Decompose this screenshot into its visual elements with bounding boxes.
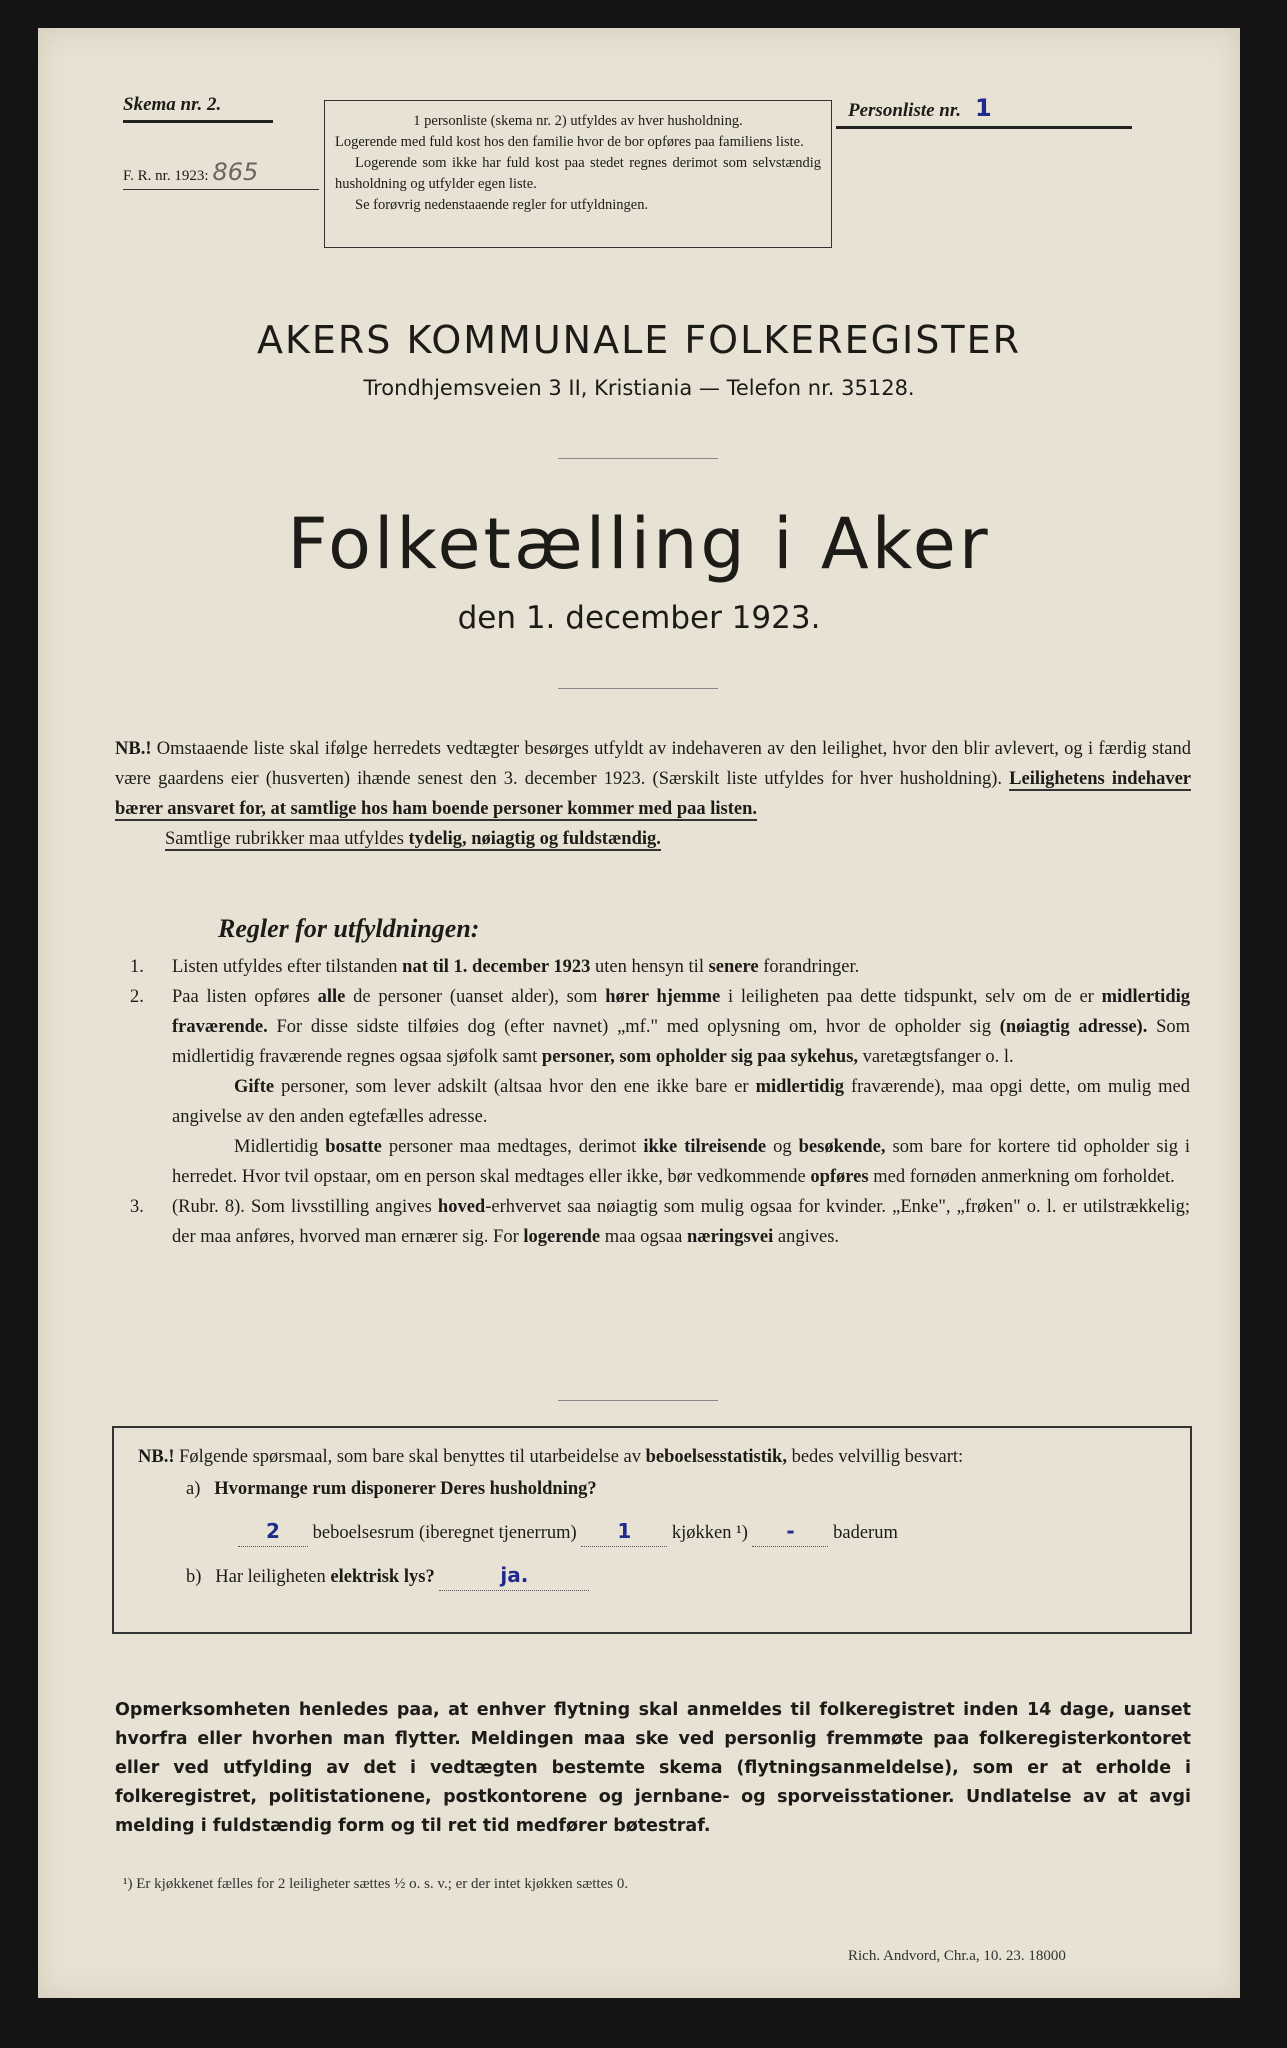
census-form-page <box>38 28 1240 1998</box>
question-b: b) Har leiligheten elektrisk lys? ja. <box>186 1560 1166 1592</box>
divider <box>558 458 718 459</box>
rule-1: 1. Listen utfyldes efter tilstanden nat til 1. december 1923 uten hensyn til senere forandringer. <box>130 957 860 977</box>
moving-notice: Opmerksomheten henledes paa, at enhver flytning skal anmeldes til folkeregistret inden 14 dage, uanset hvorfra eller hvorhen man flytter. Meldingen maa ske ved personlig fremmøte paa folkeregisterkontoret eller ved utfylding av det i vedtægten bestemte skema (flytningsanmeldelse), som er at erholde i folkeregistret, politistationene, postkontorene og jernbane- og sporveisstationer. Undlatelse av at avgi melding i fuldstændig form og til ret tid medfører bøtestraf. <box>115 1700 1191 1836</box>
rooms-value[interactable]: 2 <box>238 1516 308 1547</box>
divider <box>558 688 718 689</box>
rule-3: 3. (Rubr. 8). Som livsstilling angives hoved-erhvervet saa nøiagtig som mulig ogsaa for kvinder. „Enke", „frøken" o. l. er utilstrækkelig; der maa anføres, hvorved man ernærer sig. For logerende maa ogsaa næringsvei angives. <box>130 1197 1190 1247</box>
info-line: Logerende som ikke har fuld kost paa stedet regnes derimot som selvstændig husholdning og utfylder egen liste. <box>335 155 821 192</box>
housing-intro: NB.! Følgende spørsmaal, som bare skal benyttes til utarbeidelse av beboelsesstatistik, bedes velvillig besvart: <box>138 1447 964 1467</box>
footnote: ¹) Er kjøkkenet fælles for 2 leiligheter sættes ½ o. s. v.; er der intet kjøkken sættes 0. <box>123 1876 629 1892</box>
responsibility-note: Leilighetens indehaver bærer ansvaret for, at samtlige hos ham boende personer kommer med paa listen. <box>115 769 1192 819</box>
printer-imprint: Rich. Andvord, Chr.a, 10. 23. 18000 <box>848 1948 1066 1964</box>
schema-number: Skema nr. 2. <box>123 94 273 123</box>
housing-statistics-box <box>112 1426 1192 1634</box>
bath-value[interactable]: - <box>752 1516 828 1547</box>
kitchen-value[interactable]: 1 <box>581 1516 667 1547</box>
answer-a: 2 beboelsesrum (iberegnet tjenerrum) 1 kjøkken ¹) - baderum <box>238 1516 1166 1548</box>
electric-light-value[interactable]: ja. <box>439 1560 589 1591</box>
info-line: Logerende med fuld kost hos den familie hvor de bor opføres paa familiens liste. <box>335 134 804 150</box>
fr-handwritten-value: 865 <box>212 158 259 186</box>
rule-2: 2. Paa listen opføres alle de personer (uanset alder), som hører hjemme i leiligheten paa dette tidspunkt, selv om de er midlertidig fraværende. For disse sidste tilføies dog (efter navnet) „mf." med oplysning om, hvor de opholder sig (nøiagtig adresse). Som midlertidig fraværende regnes ogsaa sjøfolk samt personer, som opholder sig paa sykehus, varetægtsfanger o. l. Gifte personer, som lever adskilt (altsaa hvor den ene ikke bare er midlertidig fraværende), maa opgi dette, om mulig med angivelse av den anden egtefælles adresse. Midlertidig bosatte personer maa medtages, derimot ikke tilreisende og besøkende, som bare for kortere tid opholder sig i herredet. Hvor tvil opstaar, om en person skal medtages eller ikke, bør vedkommende opføres med fornøden anmerkning om forholdet. <box>130 987 1191 1187</box>
census-date: den 1. december 1923. <box>457 600 821 636</box>
personliste-handwritten-value: 1 <box>974 94 992 122</box>
info-line: 1 personliste (skema nr. 2) utfyldes av hver husholdning. <box>413 113 743 129</box>
question-a: a) Hvormange rum disponerer Deres husholdning? <box>186 1479 597 1499</box>
info-line: Se forøvrig nedenstaaende regler for utfyldningen. <box>355 197 649 213</box>
org-address: Trondhjemsveien 3 II, Kristiania — Telefon nr. 35128. <box>363 376 915 400</box>
org-title: AKERS KOMMUNALE FOLKEREGISTER <box>256 318 1022 362</box>
rules-heading: Regler for utfyldningen: <box>218 914 480 943</box>
instructions-box <box>324 100 832 248</box>
rules-list <box>130 952 1190 1252</box>
fr-number: F. R. nr. 1923: 865 <box>123 158 319 190</box>
personliste-number: Personliste nr. 1 <box>836 94 1132 129</box>
main-title: Folketælling i Aker <box>287 503 991 585</box>
divider <box>558 1400 718 1401</box>
nb-notice: NB.! Omstaaende liste skal ifølge herredets vedtægter besørges utfyldt av indehaveren av den leilighet, hvor den blir avlevert, og i færdig stand være gaardens eier (husverten) ihænde senest den 3. december 1923. (Særskilt liste utfyldes for hver husholdning). Leilighetens indehaver bærer ansvaret for, at samtlige hos ham boende personer kommer med paa listen. Samtlige rubrikker maa utfyldes tydelig, nøiagtig og fuldstændig. <box>115 739 1192 849</box>
